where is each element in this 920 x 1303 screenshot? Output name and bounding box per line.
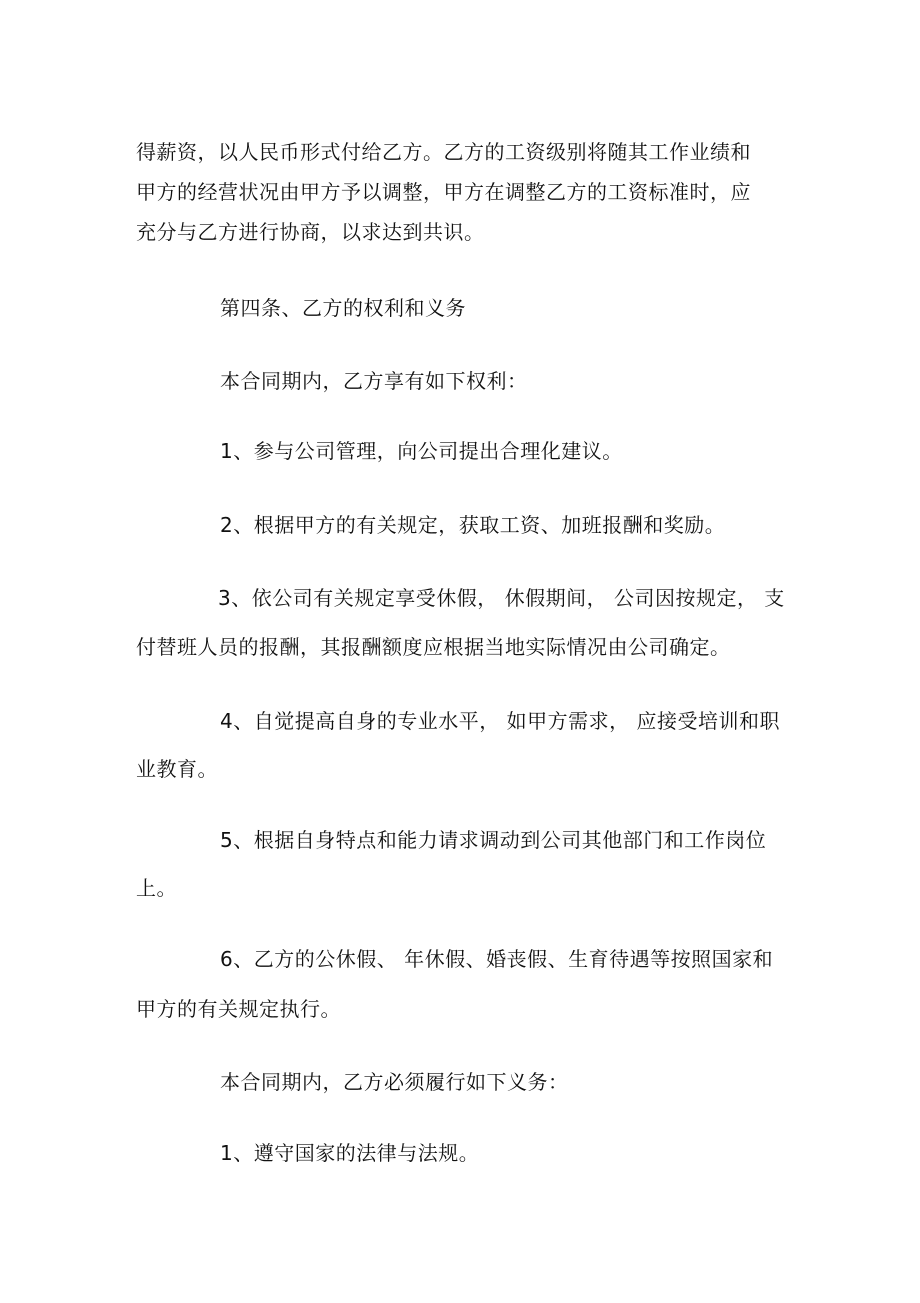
list-item: 2、根据甲方的有关规定，获取工资、加班报酬和奖励。 — [220, 513, 726, 537]
paragraph-line: 本合同期内，乙方享有如下权利： — [220, 369, 528, 393]
paragraph-line: 充分与乙方进行协商，以求达到共识。 — [136, 220, 485, 244]
list-item: 1、参与公司管理，向公司提出合理化建议。 — [220, 439, 623, 463]
list-item: 6、乙方的公休假、 年休假、婚丧假、生育待遇等按照国家和 — [220, 947, 774, 971]
list-item-continuation: 上。 — [136, 876, 177, 900]
section-heading: 第四条、乙方的权利和义务 — [220, 296, 466, 320]
list-item: 1、遵守国家的法律与法规。 — [220, 1141, 480, 1165]
list-item: 3、依公司有关规定享受休假， 休假期间， 公司因按规定， 支 — [218, 586, 785, 610]
paragraph-line: 得薪资，以人民币形式付给乙方。乙方的工资级别将随其工作业绩和 — [136, 140, 751, 164]
list-item-continuation: 甲方的有关规定执行。 — [136, 997, 341, 1021]
paragraph-line: 本合同期内，乙方必须履行如下义务： — [220, 1070, 569, 1094]
list-item: 5、根据自身特点和能力请求调动到公司其他部门和工作岗位 — [220, 828, 767, 852]
list-item-continuation: 业教育。 — [136, 757, 218, 781]
list-item: 4、自觉提高自身的专业水平， 如甲方需求， 应接受培训和职 — [220, 709, 780, 733]
list-item-continuation: 付替班人员的报酬，其报酬额度应根据当地实际情况由公司确定。 — [136, 635, 731, 659]
paragraph-line: 甲方的经营状况由甲方予以调整，甲方在调整乙方的工资标准时，应 — [136, 180, 751, 204]
